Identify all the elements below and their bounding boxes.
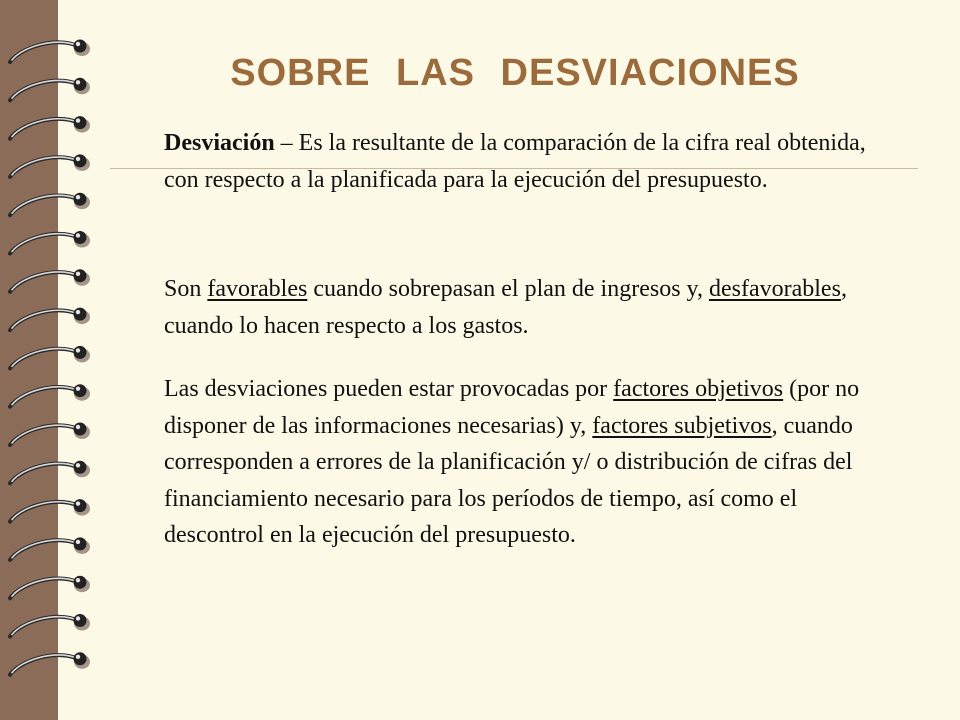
text-segment: cuando sobrepasan el plan de ingresos y,: [307, 276, 709, 302]
text-segment: , cuando corresponden a errores de la planificación y/ o distribución de cifras del financiamiento necesario para los períodos de tiempo, así como el descontrol en la ejecución del presupuesto.: [164, 412, 853, 548]
spiral-ring-icon: [10, 193, 90, 216]
spiral-ring-icon: [10, 461, 90, 484]
term-factores-subjetivos: factores subjetivos: [592, 412, 772, 439]
spiral-ring-icon: [10, 116, 90, 139]
term-desfavorables: desfavorables: [708, 276, 841, 302]
spiral-ring-icon: [10, 652, 90, 675]
definition-text: – Es la resultante de la comparación de la cifra real obtenida, con respecto a la planificada para la ejecución del presupuesto.: [164, 130, 866, 193]
definition-term: Desviación: [164, 130, 275, 156]
spiral-binding: [0, 0, 112, 720]
term-factores-objetivos: factores objetivos: [613, 376, 784, 402]
text-segment: (por no disponer de las informaciones necesarias) y,: [164, 376, 860, 439]
spiral-ring-icon: [10, 269, 90, 292]
text-segment: , cuando lo hacen respecto a los gastos.: [164, 276, 847, 339]
text-segment: Las desviaciones pueden estar provocadas por: [164, 376, 614, 402]
favorable-paragraph: [164, 271, 884, 344]
text-segment: Son: [164, 276, 208, 302]
spiral-ring-icon: [10, 308, 90, 331]
slide-title: SOBRE LAS DESVIACIONES: [230, 52, 800, 94]
factors-paragraph: [164, 371, 884, 554]
spiral-ring-icon: [10, 576, 90, 599]
spiral-ring-icon: [10, 231, 90, 254]
spiral-ring-icon: [10, 384, 90, 407]
definition-paragraph: [164, 125, 884, 198]
spiral-ring-icon: [10, 614, 90, 637]
spiral-ring-icon: [10, 537, 90, 560]
spiral-ring-icon: [10, 346, 90, 369]
spiral-ring-icon: [10, 423, 90, 446]
term-favorables: favorables: [207, 276, 308, 302]
spiral-ring-icon: [10, 499, 90, 521]
spiral-ring-icon: [10, 154, 90, 177]
